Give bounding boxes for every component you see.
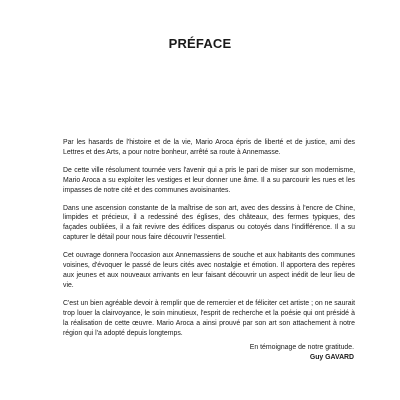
closing-line: En témoignage de notre gratitude. [249, 344, 354, 351]
paragraph-1: Par les hasards de l'histoire et de la vie, Mario Aroca épris de liberté et de justice, ami des Lettres et des Arts, a pour notre bonheur, arrêté sa route à Annemasse. [63, 139, 355, 156]
paragraph-3: Dans une ascension constante de la maîtrise de son art, avec des dessins à l'encre de Chine, limpides et précieux, il a redessiné des églises, des châteaux, des fermes typiques, des façades oubliées, il a fait revivre des édifices disparus ou cotoyés dans l'indifférence. Il a su capturer le détail pour nous faire découvrir l'essentiel. [63, 204, 355, 242]
paragraph-5: C'est un bien agréable devoir à remplir que de remercier et de féliciter cet artiste ; on ne saurait trop louer la clairvoyance, le soin minutieux, l'esprit de recherche et la poésie qui ont présidé à la réalisation de cette œuvre. Mario Aroca a ainsi prouvé par son art son attachement à notre région qui l'a adopté depuis longtemps. [63, 299, 355, 337]
page-title: PRÉFACE [168, 36, 232, 51]
paragraph-2: De cette ville résolument tournée vers l'avenir qui a pris le pari de miser sur son modernisme, Mario Aroca a su exploiter les vestiges et leur donner une âme. Il a su parcourir les rues et les impasses de notre cité et des communes avoisinantes. [63, 166, 355, 194]
preface-body [63, 138, 355, 346]
closing-block [250, 343, 354, 363]
paragraph-4: Cet ouvrage donnera l'occasion aux Annemassiens de souche et aux habitants des communes voisines, d'évoquer le passé de leurs cités avec nostalgie et émotion. Il apportera des repères aux jeunes et aux nouveaux arrivants en leur faisant découvrir un aspect inédit de leur lieu de vie. [63, 252, 355, 289]
signature: Guy GAVARD [309, 353, 354, 361]
